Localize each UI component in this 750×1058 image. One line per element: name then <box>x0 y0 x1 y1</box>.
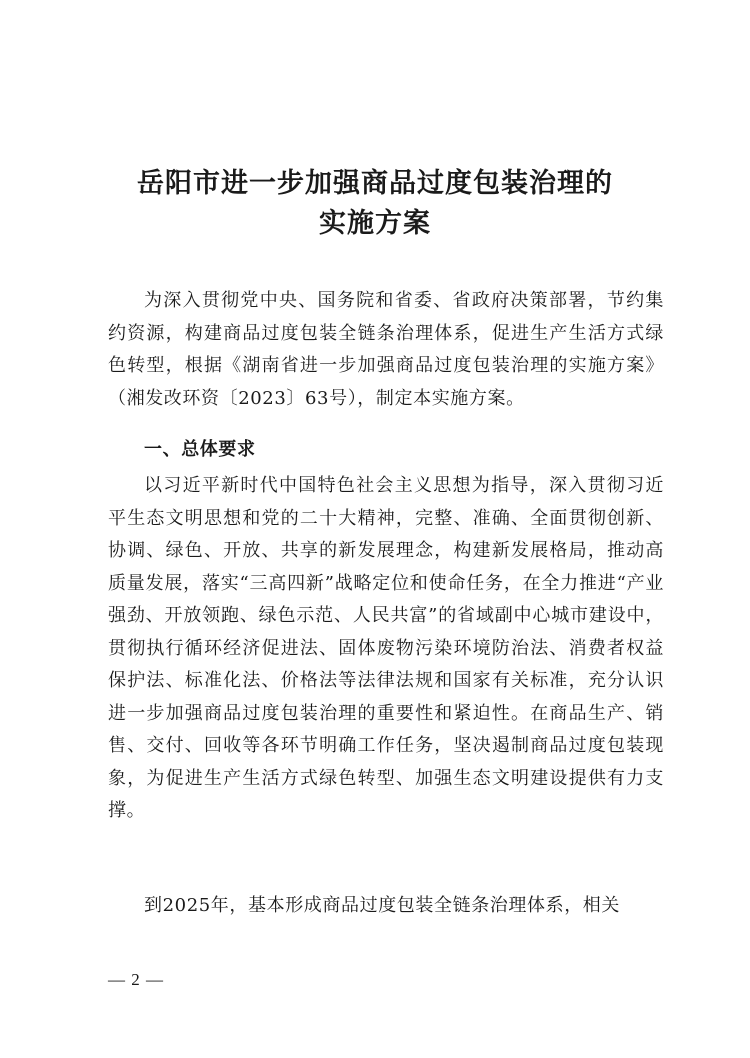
general-requirements-paragraph <box>108 470 664 828</box>
section-heading-general-requirements: 一、总体要求 <box>144 439 256 460</box>
target-paragraph <box>108 890 664 923</box>
paragraph-text: 为深入贯彻党中央、国务院和省委、省政府决策部署，节约集约资源，构建商品过度包装全链条治理体系，促进生产生活方式绿色转型，根据《湖南省进一步加强商品过度包装治理的实施方案》（湘发改环资〔2023〕63号），制定本实施方案。 <box>108 290 664 409</box>
paragraph-text: 到2025年，基本形成商品过度包装全链条治理体系，相关 <box>144 895 621 916</box>
page-number: — 2 — <box>108 970 164 989</box>
document-title-line2: 实施方案 <box>319 208 431 239</box>
document-title-line1: 岳阳市进一步加强商品过度包装治理的 <box>137 168 613 199</box>
paragraph-text: 以习近平新时代中国特色社会主义思想为指导，深入贯彻习近平生态文明思想和党的二十大精神，完整、准确、全面贯彻创新、协调、绿色、开放、共享的新发展理念，构建新发展格局，推动高质量发展，落实“三高四新”战略定位和使命任务，在全力推进“产业强劲、开放领跑、绿色示范、人民共富”的省域副中心城市建设中，贯彻执行循环经济促进法、固体废物污染环境防治法、消费者权益保护法、标准化法、价格法等法律法规和国家有关标准，充分认识进一步加强商品过度包装治理的重要性和紧迫性。在商品生产、销售、交付、回收等各环节明确工作任务，坚决遏制商品过度包装现象，为促进生产生活方式绿色转型、加强生态文明建设提供有力支撑。 <box>108 475 664 821</box>
intro-paragraph <box>108 285 664 415</box>
